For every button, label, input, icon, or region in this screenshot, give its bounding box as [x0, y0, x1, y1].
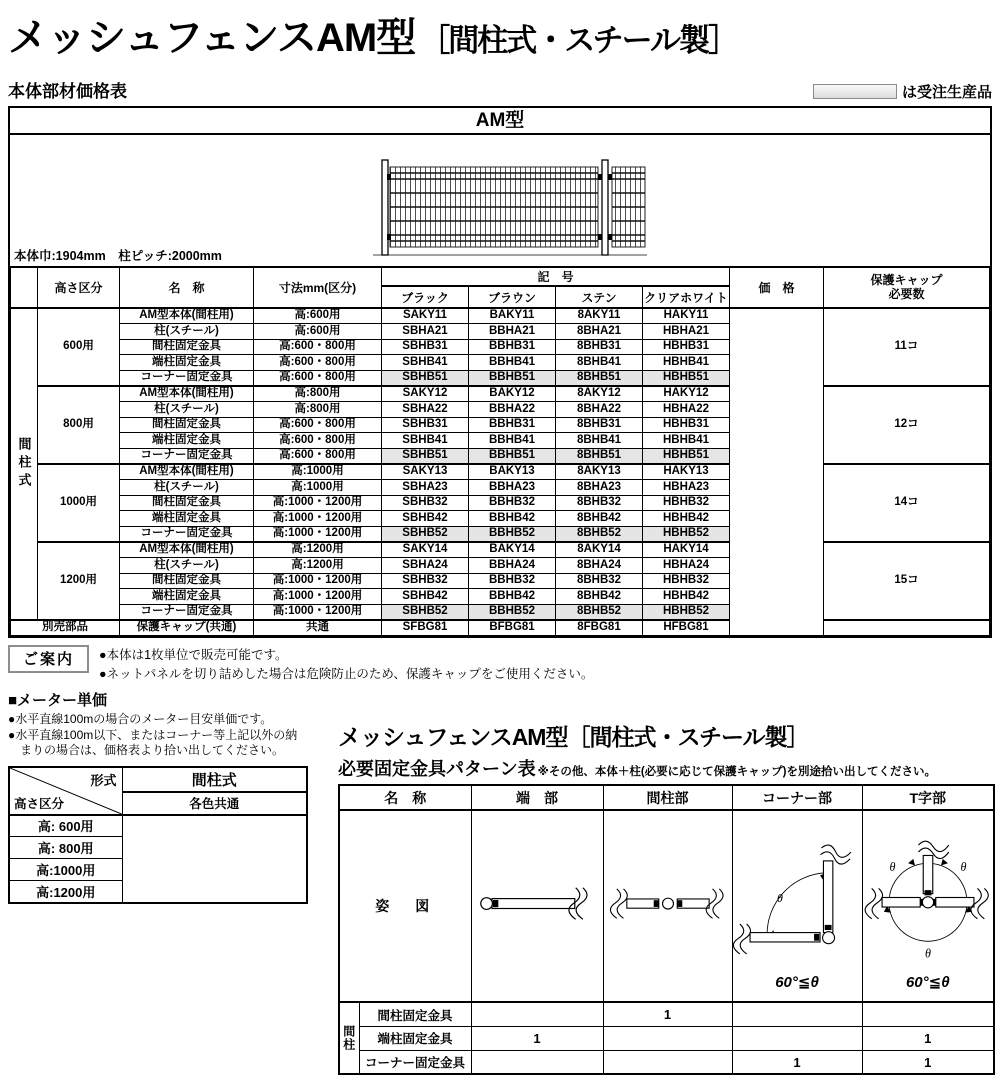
code-cell-black: SAKY14 — [382, 542, 469, 558]
meter-price-heading: ■メーター単価 — [8, 692, 108, 710]
mesh-fence-icon — [373, 153, 647, 261]
code-cell-stain: 8BHB52 — [556, 604, 643, 620]
meter-height-cell: 高:1200用 — [9, 881, 122, 903]
pattern-section — [338, 689, 995, 1075]
height-category-cell: 800用 — [38, 386, 120, 464]
code-cell-brown: BBHB42 — [469, 589, 556, 605]
code-cell-black: SBHB51 — [382, 370, 469, 386]
fitting-name-cell: コーナー固定金具 — [359, 1050, 471, 1074]
part-name-cell: 柱(スチール) — [120, 480, 254, 496]
meter-price-empty-cell — [122, 815, 307, 903]
code-cell-brown: BBHB41 — [469, 433, 556, 449]
code-cell-stain: 8AKY12 — [556, 386, 643, 402]
col-header-price: 価 格 — [730, 267, 824, 308]
code-cell-black: SBHB42 — [382, 511, 469, 527]
part-name-cell: 柱(スチール) — [120, 558, 254, 574]
notice-section — [8, 645, 992, 684]
col-header-black: ブラック — [382, 286, 469, 308]
made-to-order-label: は受注生産品 — [901, 84, 992, 101]
pattern-col-name: 名 称 — [339, 785, 471, 810]
page-header — [0, 0, 1000, 63]
code-cell-stain: 8BHB52 — [556, 526, 643, 542]
bottom-section — [8, 689, 1000, 1075]
size-cell: 高:600・800用 — [254, 433, 382, 449]
meter-price-table — [8, 766, 308, 904]
code-cell-clearwhite: HBHB41 — [643, 355, 730, 371]
size-cell: 高:600用 — [254, 324, 382, 340]
code-cell-black: SAKY11 — [382, 308, 469, 324]
price-row — [11, 464, 990, 480]
cap-count-cell — [824, 620, 990, 636]
count-cell-corner: 1 — [732, 1050, 862, 1074]
am-model-box — [8, 106, 992, 638]
code-cell-brown: BBHB31 — [469, 417, 556, 433]
pattern-table-title: 必要固定金具パターン表 — [338, 759, 536, 780]
meter-price-section — [8, 689, 338, 1075]
meter-col-header: 間柱式 — [122, 767, 307, 792]
part-name-cell: コーナー固定金具 — [120, 604, 254, 620]
section-title-price-list: 本体部材価格表 — [8, 82, 127, 101]
code-cell-stain: 8FBG81 — [556, 620, 643, 636]
col-header-clearwhite: クリアホワイト — [643, 286, 730, 308]
code-cell-stain: 8BHA24 — [556, 558, 643, 574]
price-row — [11, 542, 990, 558]
code-cell-brown: BBHB51 — [469, 448, 556, 464]
size-cell: 高:1000・1200用 — [254, 589, 382, 605]
model-name-header: AM型 — [10, 108, 990, 135]
corner-section-diagram — [733, 824, 861, 984]
diag-label-height: 高さ区分 — [14, 796, 65, 811]
count-cell-corner — [732, 1026, 862, 1050]
code-cell-brown: BBHB51 — [469, 370, 556, 386]
end-section-diagram — [474, 869, 600, 939]
count-cell-corner — [732, 1002, 862, 1026]
code-cell-stain: 8BHB32 — [556, 495, 643, 511]
code-cell-black: SBHB32 — [382, 573, 469, 589]
figure-row — [339, 810, 994, 1002]
code-cell-clearwhite: HAKY14 — [643, 542, 730, 558]
notice-bullet-2: ●ネットパネルを切り詰めした場合は危険防止のため、保護キャップをご使用ください。 — [99, 666, 594, 681]
part-name-cell: 間柱固定金具 — [120, 417, 254, 433]
part-name-cell: 端柱固定金具 — [120, 433, 254, 449]
mid-post-cell — [603, 810, 732, 1002]
col-header-code: 記 号 — [382, 267, 730, 286]
part-name-cell: 間柱固定金具 — [120, 339, 254, 355]
code-cell-brown: BBHA24 — [469, 558, 556, 574]
svg-text:θ: θ — [924, 946, 931, 961]
code-cell-clearwhite: HBHB42 — [643, 511, 730, 527]
count-cell-mid — [603, 1026, 732, 1050]
code-cell-clearwhite: HBHB51 — [643, 370, 730, 386]
code-cell-black: SBHB32 — [382, 495, 469, 511]
code-cell-clearwhite: HBHA22 — [643, 402, 730, 418]
code-cell-clearwhite: HAKY12 — [643, 386, 730, 402]
code-cell-brown: BAKY12 — [469, 386, 556, 402]
size-cell: 高:1200用 — [254, 542, 382, 558]
code-cell-stain: 8BHA21 — [556, 324, 643, 340]
mid-post-diagram — [605, 869, 731, 939]
code-cell-brown: BBHB32 — [469, 495, 556, 511]
size-cell: 高:800用 — [254, 386, 382, 402]
part-name-cell: AM型本体(間柱用) — [120, 308, 254, 324]
code-cell-stain: 8BHB32 — [556, 573, 643, 589]
cap-header-line1: 保護キャップ — [870, 272, 943, 287]
code-cell-black: SAKY12 — [382, 386, 469, 402]
part-name-cell: 間柱固定金具 — [120, 495, 254, 511]
side-label-mabashira-shiki: 間柱式 — [11, 308, 38, 620]
code-cell-brown: BAKY14 — [469, 542, 556, 558]
size-cell: 高:600・800用 — [254, 339, 382, 355]
subheader-row — [8, 77, 992, 102]
cap-count-cell: 12コ — [824, 386, 990, 464]
meter-price-bullets — [8, 712, 338, 758]
price-row-extra — [11, 620, 990, 636]
col-header-size: 寸法mm(区分) — [254, 267, 382, 308]
pattern-subtitle-row — [338, 755, 995, 781]
code-cell-stain: 8BHA23 — [556, 480, 643, 496]
price-row — [11, 386, 990, 402]
size-cell: 高:1000用 — [254, 464, 382, 480]
code-cell-stain: 8BHB41 — [556, 433, 643, 449]
size-cell: 高:800用 — [254, 402, 382, 418]
col-header-cap — [824, 267, 990, 308]
fitting-pattern-table — [338, 784, 995, 1075]
size-cell: 高:600用 — [254, 308, 382, 324]
code-cell-brown: BBHB41 — [469, 355, 556, 371]
code-cell-black: SBHA24 — [382, 558, 469, 574]
code-cell-brown: BBHB31 — [469, 339, 556, 355]
svg-text:θ: θ — [889, 860, 896, 875]
fence-illustration-area — [10, 135, 990, 266]
code-cell-stain: 8BHB42 — [556, 589, 643, 605]
code-cell-stain: 8AKY11 — [556, 308, 643, 324]
pattern-col-corner: コーナー部 — [732, 785, 862, 810]
code-cell-clearwhite: HAKY11 — [643, 308, 730, 324]
cap-count-cell: 14コ — [824, 464, 990, 542]
pattern-row — [339, 1026, 994, 1050]
size-cell: 高:600・800用 — [254, 370, 382, 386]
part-name-cell: 柱(スチール) — [120, 324, 254, 340]
made-to-order-swatch — [813, 84, 897, 99]
part-name-cell: 柱(スチール) — [120, 402, 254, 418]
tee-section-cell — [862, 810, 994, 1002]
pattern-col-tee: T字部 — [862, 785, 994, 810]
meter-col-subheader: 各色共通 — [122, 792, 307, 815]
code-cell-clearwhite: HBHA21 — [643, 324, 730, 340]
code-cell-stain: 8AKY14 — [556, 542, 643, 558]
code-cell-brown: BBHA23 — [469, 480, 556, 496]
size-cell: 高:600・800用 — [254, 417, 382, 433]
meter-height-cell: 高:1000用 — [9, 859, 122, 881]
code-cell-black: SFBG81 — [382, 620, 469, 636]
part-name-cell: 端柱固定金具 — [120, 589, 254, 605]
price-table — [10, 266, 990, 636]
code-cell-black: SBHA21 — [382, 324, 469, 340]
code-cell-brown: BBHA22 — [469, 402, 556, 418]
code-cell-clearwhite: HBHA24 — [643, 558, 730, 574]
notice-bullet-1: ●本体は1枚単位で販売可能です。 — [99, 647, 288, 662]
cap-count-cell: 15コ — [824, 542, 990, 620]
count-cell-tee: 1 — [862, 1050, 994, 1074]
code-cell-clearwhite: HBHB31 — [643, 339, 730, 355]
made-to-order-legend — [813, 81, 992, 102]
page-title-suffix: ［間柱式・スチール製］ — [419, 23, 737, 58]
count-cell-tee — [862, 1002, 994, 1026]
count-cell-tee: 1 — [862, 1026, 994, 1050]
code-cell-stain: 8AKY13 — [556, 464, 643, 480]
part-name-cell: コーナー固定金具 — [120, 448, 254, 464]
code-cell-brown: BBHB32 — [469, 573, 556, 589]
pattern-row — [339, 1002, 994, 1026]
cap-count-cell: 11コ — [824, 308, 990, 386]
corner-angle-note: 60°≦θ — [775, 974, 819, 992]
code-cell-clearwhite: HBHB31 — [643, 417, 730, 433]
code-cell-clearwhite: HAKY13 — [643, 464, 730, 480]
page-title: メッシュフェンスAM型 — [8, 16, 416, 60]
pattern-section-title: メッシュフェンスAM型［間柱式・スチール製］ — [338, 724, 809, 751]
col-header-height: 高さ区分 — [38, 267, 120, 308]
pattern-col-mid: 間柱部 — [603, 785, 732, 810]
pattern-row — [339, 1050, 994, 1074]
svg-text:θ: θ — [776, 890, 783, 905]
size-cell: 高:1000用 — [254, 480, 382, 496]
part-name-cell: 端柱固定金具 — [120, 355, 254, 371]
code-cell-brown: BBHB52 — [469, 526, 556, 542]
size-cell: 高:1200用 — [254, 558, 382, 574]
code-cell-black: SBHB51 — [382, 448, 469, 464]
height-category-cell: 1000用 — [38, 464, 120, 542]
height-category-cell: 1200用 — [38, 542, 120, 620]
code-cell-black: SBHA23 — [382, 480, 469, 496]
count-cell-end: 1 — [471, 1026, 603, 1050]
count-cell-end — [471, 1002, 603, 1026]
size-cell: 高:600・800用 — [254, 355, 382, 371]
part-name-cell: AM型本体(間柱用) — [120, 464, 254, 480]
part-name-cell: 間柱固定金具 — [120, 573, 254, 589]
code-cell-clearwhite: HBHB52 — [643, 604, 730, 620]
code-cell-clearwhite: HFBG81 — [643, 620, 730, 636]
part-name-cell: コーナー固定金具 — [120, 526, 254, 542]
meter-height-cell: 高: 800用 — [9, 837, 122, 859]
part-name-cell: AM型本体(間柱用) — [120, 386, 254, 402]
code-cell-clearwhite: HBHB32 — [643, 573, 730, 589]
size-cell: 共通 — [254, 620, 382, 636]
code-cell-stain: 8BHB41 — [556, 355, 643, 371]
pattern-col-end: 端 部 — [471, 785, 603, 810]
code-cell-brown: BAKY11 — [469, 308, 556, 324]
code-cell-black: SBHB42 — [382, 589, 469, 605]
code-cell-stain: 8BHA22 — [556, 402, 643, 418]
dimensions-caption: 本体巾:1904mm 柱ピッチ:2000mm — [14, 249, 222, 263]
code-cell-clearwhite: HBHB42 — [643, 589, 730, 605]
price-row — [11, 308, 990, 324]
meter-table-body — [9, 815, 307, 903]
tee-section-diagram — [863, 824, 993, 984]
fitting-name-cell: 間柱固定金具 — [359, 1002, 471, 1026]
part-name-cell: コーナー固定金具 — [120, 370, 254, 386]
meter-bullet-3: まりの場合は、価格表より拾い出してください。 — [8, 743, 285, 758]
tee-angle-note: 60°≦θ — [905, 974, 950, 992]
corner-empty-cell — [11, 267, 38, 308]
notice-label: ご案内 — [8, 645, 89, 673]
code-cell-stain: 8BHB51 — [556, 448, 643, 464]
diagonal-header-cell — [9, 767, 122, 815]
side-label-mabashira: 間柱 — [339, 1002, 359, 1074]
code-cell-clearwhite: HBHB32 — [643, 495, 730, 511]
code-cell-brown: BBHB52 — [469, 604, 556, 620]
count-cell-mid — [603, 1050, 732, 1074]
height-category-cell: 600用 — [38, 308, 120, 386]
separate-parts-cell: 別売部品 — [11, 620, 120, 636]
pattern-table-note: ※その他、本体＋柱(必要に応じて保護キャップ)を別途拾い出してください。 — [537, 766, 936, 779]
svg-text:θ: θ — [960, 860, 967, 875]
code-cell-clearwhite: HBHB52 — [643, 526, 730, 542]
price-column-cell — [730, 308, 824, 635]
size-cell: 高:1000・1200用 — [254, 495, 382, 511]
pattern-table-body — [339, 810, 994, 1074]
diag-label-type: 形式 — [90, 772, 117, 788]
size-cell: 高:1000・1200用 — [254, 604, 382, 620]
col-header-stain: ステン — [556, 286, 643, 308]
cap-header-line2: 必要数 — [888, 286, 925, 301]
end-section-cell — [471, 810, 603, 1002]
code-cell-black: SBHB31 — [382, 417, 469, 433]
code-cell-brown: BFBG81 — [469, 620, 556, 636]
price-table-header — [11, 267, 990, 308]
count-cell-mid: 1 — [603, 1002, 732, 1026]
code-cell-black: SBHB52 — [382, 526, 469, 542]
code-cell-clearwhite: HBHB41 — [643, 433, 730, 449]
price-table-body — [11, 308, 990, 635]
size-cell: 高:1000・1200用 — [254, 526, 382, 542]
code-cell-black: SAKY13 — [382, 464, 469, 480]
part-name-cell: 端柱固定金具 — [120, 511, 254, 527]
code-cell-brown: BBHB42 — [469, 511, 556, 527]
size-cell: 高:600・800用 — [254, 448, 382, 464]
fitting-name-cell: 端柱固定金具 — [359, 1026, 471, 1050]
meter-bullet-1: ●水平直線100mの場合のメーター目安単価です。 — [8, 712, 273, 727]
corner-section-cell — [732, 810, 862, 1002]
code-cell-black: SBHB52 — [382, 604, 469, 620]
code-cell-brown: BAKY13 — [469, 464, 556, 480]
count-cell-end — [471, 1050, 603, 1074]
code-cell-clearwhite: HBHA23 — [643, 480, 730, 496]
code-cell-black: SBHB41 — [382, 433, 469, 449]
code-cell-brown: BBHA21 — [469, 324, 556, 340]
size-cell: 高:1000・1200用 — [254, 573, 382, 589]
notice-bullets — [99, 645, 593, 684]
col-header-name: 名 称 — [120, 267, 254, 308]
code-cell-stain: 8BHB31 — [556, 417, 643, 433]
code-cell-clearwhite: HBHB51 — [643, 448, 730, 464]
code-cell-stain: 8BHB42 — [556, 511, 643, 527]
size-cell: 高:1000・1200用 — [254, 511, 382, 527]
code-cell-stain: 8BHB31 — [556, 339, 643, 355]
meter-row — [9, 815, 307, 837]
code-cell-stain: 8BHB51 — [556, 370, 643, 386]
code-cell-black: SBHA22 — [382, 402, 469, 418]
code-cell-black: SBHB41 — [382, 355, 469, 371]
meter-height-cell: 高: 600用 — [9, 815, 122, 837]
col-header-brown: ブラウン — [469, 286, 556, 308]
meter-bullet-2: ●水平直線100m以下、またはコーナー等上記以外の納 — [8, 727, 298, 742]
figure-label: 姿 図 — [339, 810, 471, 1002]
part-name-cell: 保護キャップ(共通) — [120, 620, 254, 636]
part-name-cell: AM型本体(間柱用) — [120, 542, 254, 558]
code-cell-black: SBHB31 — [382, 339, 469, 355]
